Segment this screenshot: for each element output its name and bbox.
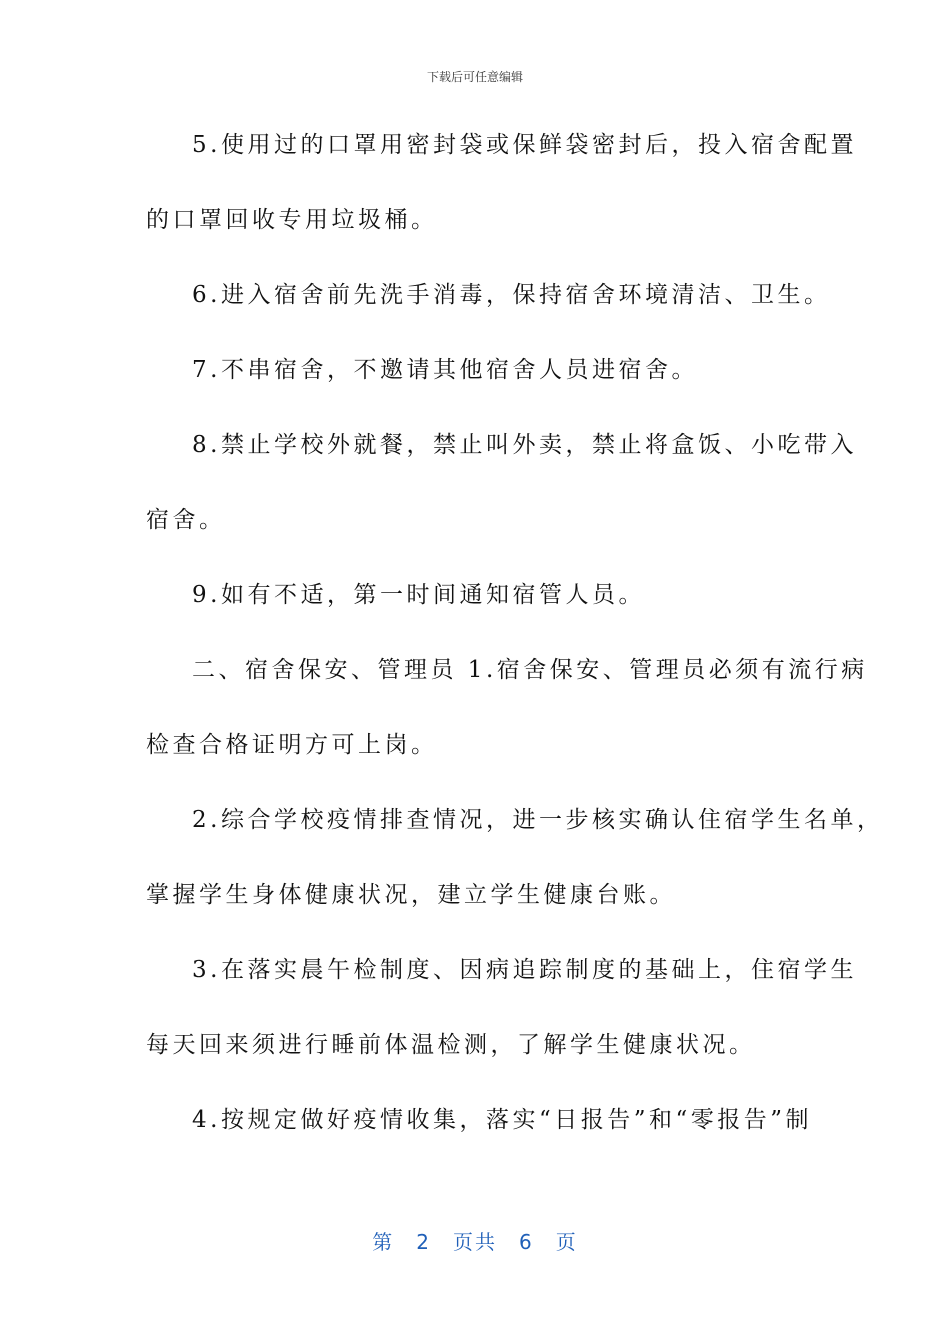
paragraph-line: 检查合格证明方可上岗。 — [146, 732, 438, 758]
footer-total-pages: 6 — [519, 1230, 534, 1254]
paragraph-line: 掌握学生身体健康状况，建立学生健康台账。 — [146, 882, 676, 908]
paragraph-line: 6.进入宿舍前先洗手消毒，保持宿舍环境清洁、卫生。 — [192, 282, 831, 308]
paragraph-line: 7.不串宿舍，不邀请其他宿舍人员进宿舍。 — [192, 357, 698, 383]
paragraph-line: 8.禁止学校外就餐，禁止叫外卖，禁止将盒饭、小吃带入 — [192, 432, 857, 458]
paragraph-line: 4.按规定做好疫情收集，落实“日报告”和“零报告”制 — [192, 1107, 812, 1133]
paragraph-line: 二、宿舍保安、管理员 1.宿舍保安、管理员必须有流行病 — [192, 657, 868, 683]
page-footer — [0, 1226, 950, 1255]
paragraph-line: 2.综合学校疫情排查情况，进一步核实确认住宿学生名单， — [192, 807, 884, 833]
paragraph-line: 9.如有不适，第一时间通知宿管人员。 — [192, 582, 645, 608]
footer-ye: 页 — [555, 1230, 578, 1254]
paragraph-line: 5.使用过的口罩用密封袋或保鲜袋密封后，投入宿舍配置 — [192, 132, 857, 158]
header-note: 下载后可任意编辑 — [426, 70, 523, 84]
paragraph-line: 每天回来须进行睡前体温检测，了解学生健康状况。 — [146, 1032, 756, 1058]
paragraph-line: 3.在落实晨午检制度、因病追踪制度的基础上，住宿学生 — [192, 957, 857, 983]
footer-di: 第 — [372, 1230, 395, 1254]
footer-current-page: 2 — [416, 1230, 431, 1254]
paragraph-line: 的口罩回收专用垃圾桶。 — [146, 207, 438, 233]
paragraph-line: 宿舍。 — [146, 507, 226, 533]
footer-ye-gong: 页共 — [453, 1230, 497, 1254]
